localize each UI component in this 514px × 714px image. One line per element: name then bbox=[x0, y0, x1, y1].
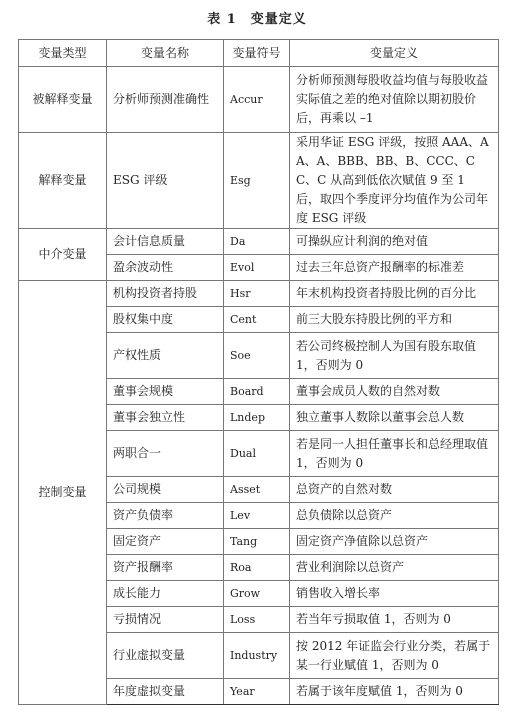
variable-definition-cell: 前三大股东持股比例的平方和 bbox=[290, 307, 499, 333]
variable-name-cell: 行业虚拟变量 bbox=[107, 633, 224, 679]
variable-definition-cell: 采用华证 ESG 评级，按照 AAA、AA、A、BBB、BB、B、CCC、CC、C 从高到低依次赋值 9 至 1 后，取四个季度评分均值作为公司年度 ESG 评级 bbox=[290, 133, 499, 229]
table-row bbox=[19, 229, 499, 255]
variable-definition-cell: 总负债除以总资产 bbox=[290, 503, 499, 529]
variable-name-cell: 年度虚拟变量 bbox=[107, 679, 224, 705]
variable-definition-cell: 年末机构投资者持股比例的百分比 bbox=[290, 281, 499, 307]
header-variable-symbol: 变量符号 bbox=[224, 40, 290, 67]
variable-symbol-cell: Hsr bbox=[224, 281, 290, 307]
variable-name-cell: 会计信息质量 bbox=[107, 229, 224, 255]
variable-definition-cell: 过去三年总资产报酬率的标准差 bbox=[290, 255, 499, 281]
variable-symbol-cell: Year bbox=[224, 679, 290, 705]
variable-symbol-cell: Da bbox=[224, 229, 290, 255]
variable-name-cell: 亏损情况 bbox=[107, 607, 224, 633]
variable-name-cell: 分析师预测准确性 bbox=[107, 67, 224, 133]
variable-symbol-cell: Accur bbox=[224, 67, 290, 133]
variable-name-cell: 盈余波动性 bbox=[107, 255, 224, 281]
variable-symbol-cell: Industry bbox=[224, 633, 290, 679]
variable-definition-cell: 董事会成员人数的自然对数 bbox=[290, 379, 499, 405]
table-row bbox=[19, 133, 499, 229]
variable-definition-cell: 按 2012 年证监会行业分类，若属于某一行业赋值 1，否则为 0 bbox=[290, 633, 499, 679]
table-row bbox=[19, 67, 499, 133]
variable-symbol-cell: Lndep bbox=[224, 405, 290, 431]
variable-name-cell: 产权性质 bbox=[107, 333, 224, 379]
variable-definition-cell: 若属于该年度赋值 1，否则为 0 bbox=[290, 679, 499, 705]
variable-symbol-cell: Cent bbox=[224, 307, 290, 333]
category-cell: 中介变量 bbox=[19, 229, 107, 281]
variable-definition-cell: 分析师预测每股收益均值与每股收益实际值之差的绝对值除以期初股价后，再乘以 –1 bbox=[290, 67, 499, 133]
variable-name-cell: 董事会规模 bbox=[107, 379, 224, 405]
variable-symbol-cell: Lev bbox=[224, 503, 290, 529]
variable-symbol-cell: Loss bbox=[224, 607, 290, 633]
header-variable-definition: 变量定义 bbox=[290, 40, 499, 67]
variable-name-cell: 两职合一 bbox=[107, 431, 224, 477]
variable-definition-cell: 独立董事人数除以董事会总人数 bbox=[290, 405, 499, 431]
variable-name-cell: 董事会独立性 bbox=[107, 405, 224, 431]
variable-definition-cell: 若是同一人担任董事长和总经理取值 1，否则为 0 bbox=[290, 431, 499, 477]
variable-definition-table bbox=[18, 39, 499, 705]
variable-symbol-cell: Esg bbox=[224, 133, 290, 229]
variable-definition-cell: 若当年亏损取值 1，否则为 0 bbox=[290, 607, 499, 633]
category-cell: 解释变量 bbox=[19, 133, 107, 229]
variable-symbol-cell: Evol bbox=[224, 255, 290, 281]
table-title: 表 1 变量定义 bbox=[207, 12, 307, 27]
header-variable-type: 变量类型 bbox=[19, 40, 107, 67]
variable-name-cell: 固定资产 bbox=[107, 529, 224, 555]
header-variable-name: 变量名称 bbox=[107, 40, 224, 67]
variable-definition-cell: 固定资产净值除以总资产 bbox=[290, 529, 499, 555]
variable-name-cell: 股权集中度 bbox=[107, 307, 224, 333]
variable-name-cell: ESG 评级 bbox=[107, 133, 224, 229]
category-cell: 被解释变量 bbox=[19, 67, 107, 133]
variable-name-cell: 成长能力 bbox=[107, 581, 224, 607]
variable-definition-cell: 销售收入增长率 bbox=[290, 581, 499, 607]
variable-symbol-cell: Grow bbox=[224, 581, 290, 607]
variable-name-cell: 公司规模 bbox=[107, 477, 224, 503]
table-header-row bbox=[19, 40, 499, 67]
variable-symbol-cell: Asset bbox=[224, 477, 290, 503]
variable-symbol-cell: Board bbox=[224, 379, 290, 405]
variable-symbol-cell: Tang bbox=[224, 529, 290, 555]
variable-symbol-cell: Roa bbox=[224, 555, 290, 581]
category-cell: 控制变量 bbox=[19, 281, 107, 705]
variable-name-cell: 机构投资者持股 bbox=[107, 281, 224, 307]
variable-definition-cell: 营业利润除以总资产 bbox=[290, 555, 499, 581]
variable-definition-cell: 总资产的自然对数 bbox=[290, 477, 499, 503]
variable-definition-cell: 若公司终极控制人为国有股东取值 1，否则为 0 bbox=[290, 333, 499, 379]
variable-symbol-cell: Dual bbox=[224, 431, 290, 477]
variable-name-cell: 资产报酬率 bbox=[107, 555, 224, 581]
variable-symbol-cell: Soe bbox=[224, 333, 290, 379]
variable-definition-cell: 可操纵应计利润的绝对值 bbox=[290, 229, 499, 255]
variable-name-cell: 资产负债率 bbox=[107, 503, 224, 529]
table-row bbox=[19, 281, 499, 307]
